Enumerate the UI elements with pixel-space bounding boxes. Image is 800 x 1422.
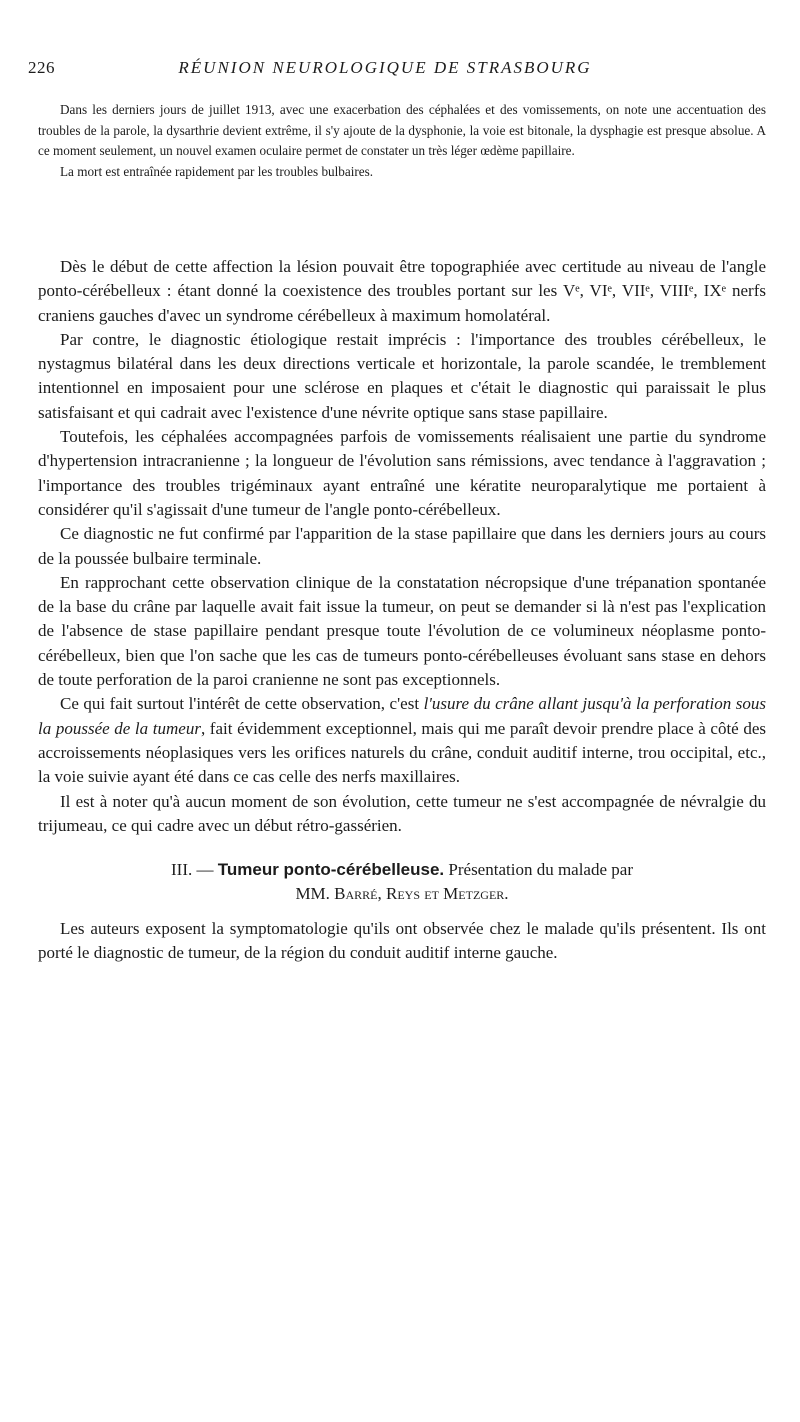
emphasis-text: l'usure du crâne allant jusqu'à la perforation sous la poussée de la tumeur [38, 694, 766, 738]
body-paragraph: Les auteurs exposent la symptomatologie qu'ils ont observée chez le malade qu'ils présentent. Ils ont porté le diagnostic de tumeur, de la région du conduit auditif interne gauche. [38, 918, 766, 963]
section-subtitle: Présentation du malade par [448, 860, 633, 880]
body-paragraph: Par contre, le diagnostic étiologique restait imprécis : l'importance des troubles cérébelleux, le nystagmus bilatéral dans les deux directions verticale et horizontale, la parole scandée, le tremblement intentionnel en imposaient pour une sclérose en plaques et c'était le diagnostic qui paraissait le plus satisfaisant et qui cadrait avec l'existence d'une névrite optique sans stase papillaire. [38, 329, 766, 422]
section-number: III. — [171, 860, 214, 880]
section-authors: MM. Barré, Reys et Metzger. [295, 884, 509, 904]
body-paragraph: Toutefois, les céphalées accompagnées parfois de vomissements réalisaient une partie du syndrome d'hypertension intracranienne ; la longueur de l'évolution sans rémissions, avec tendance à l'aggravation ; l'importance des troubles trigéminaux ayant entraîné une kératite neuroparalytique me portaient à considérer qu'il s'agissait d'une tumeur de l'angle ponto-cérébelleux. [38, 427, 766, 519]
main-text [38, 255, 766, 965]
section-heading [38, 858, 766, 907]
body-paragraph: Dès le début de cette affection la lésion pouvait être topographiée avec certitude au niveau de l'angle ponto-cérébelleux : étant donné la coexistence des troubles portant sur les Vᵉ, VIᵉ, VIIᵉ, VIIIᵉ, IXᵉ nerfs craniens gauches d'avec un syndrome cérébelleux à maximum homolatéral. [38, 257, 766, 325]
body-paragraph: Ce diagnostic ne fut confirmé par l'apparition de la stase papillaire que dans les derniers jours au cours de la poussée bulbaire terminale. [38, 524, 766, 568]
case-note-paragraph: La mort est entraînée rapidement par les troubles bulbaires. [60, 163, 374, 179]
text-run: Ce qui fait surtout l'intérêt de cette observation, c'est [60, 694, 424, 714]
section-title: Tumeur ponto-cérébelleuse. [217, 860, 445, 880]
running-title: RÉUNION NEUROLOGIQUE DE STRASBOURG [178, 58, 592, 77]
page-number: 226 [28, 58, 55, 77]
case-note-paragraph: Dans les derniers jours de juillet 1913, avec une exacerbation des céphalées et des vomissements, on note une accentuation des troubles de la parole, la dysarthrie devient extrême, il s'y ajoute de la dysphonie, la voie est bitonale, la dysphagie est presque absolue. A ce moment seulement, un nouvel examen oculaire permet de constater un très léger œdème papillaire. [38, 102, 766, 158]
text-run: , fait évidemment exceptionnel, mais qui me paraît devoir prendre place à côté des accroissements néoplasiques vers les orifices naturels du crâne, conduit auditif interne, trou occipital, etc., la voie suivie ayant été dans ce cas celle des nerfs maxillaires. [38, 718, 766, 787]
case-notes [38, 100, 766, 182]
body-paragraph: Il est à noter qu'à aucun moment de son évolution, cette tumeur ne s'est accompagnée de névralgie du trijumeau, ce qui cadre avec un début rétro-gassérien. [38, 791, 766, 835]
body-paragraph [38, 692, 766, 789]
body-paragraph: En rapprochant cette observation clinique de la constatation nécropsique d'une trépanation spontanée de la base du crâne par laquelle avait fait issue la tumeur, on peut se demander si là n'est pas l'explication de l'absence de stase papillaire pendant presque toute l'évolution de ce volumineux néoplasme ponto-cérébelleux, bien que l'on sache que les cas de tumeurs ponto-cérébelleuses évoluant sans stase en dehors de toute perforation de la paroi cranienne ne sont pas exceptionnels. [38, 572, 766, 690]
page-header [28, 58, 742, 84]
